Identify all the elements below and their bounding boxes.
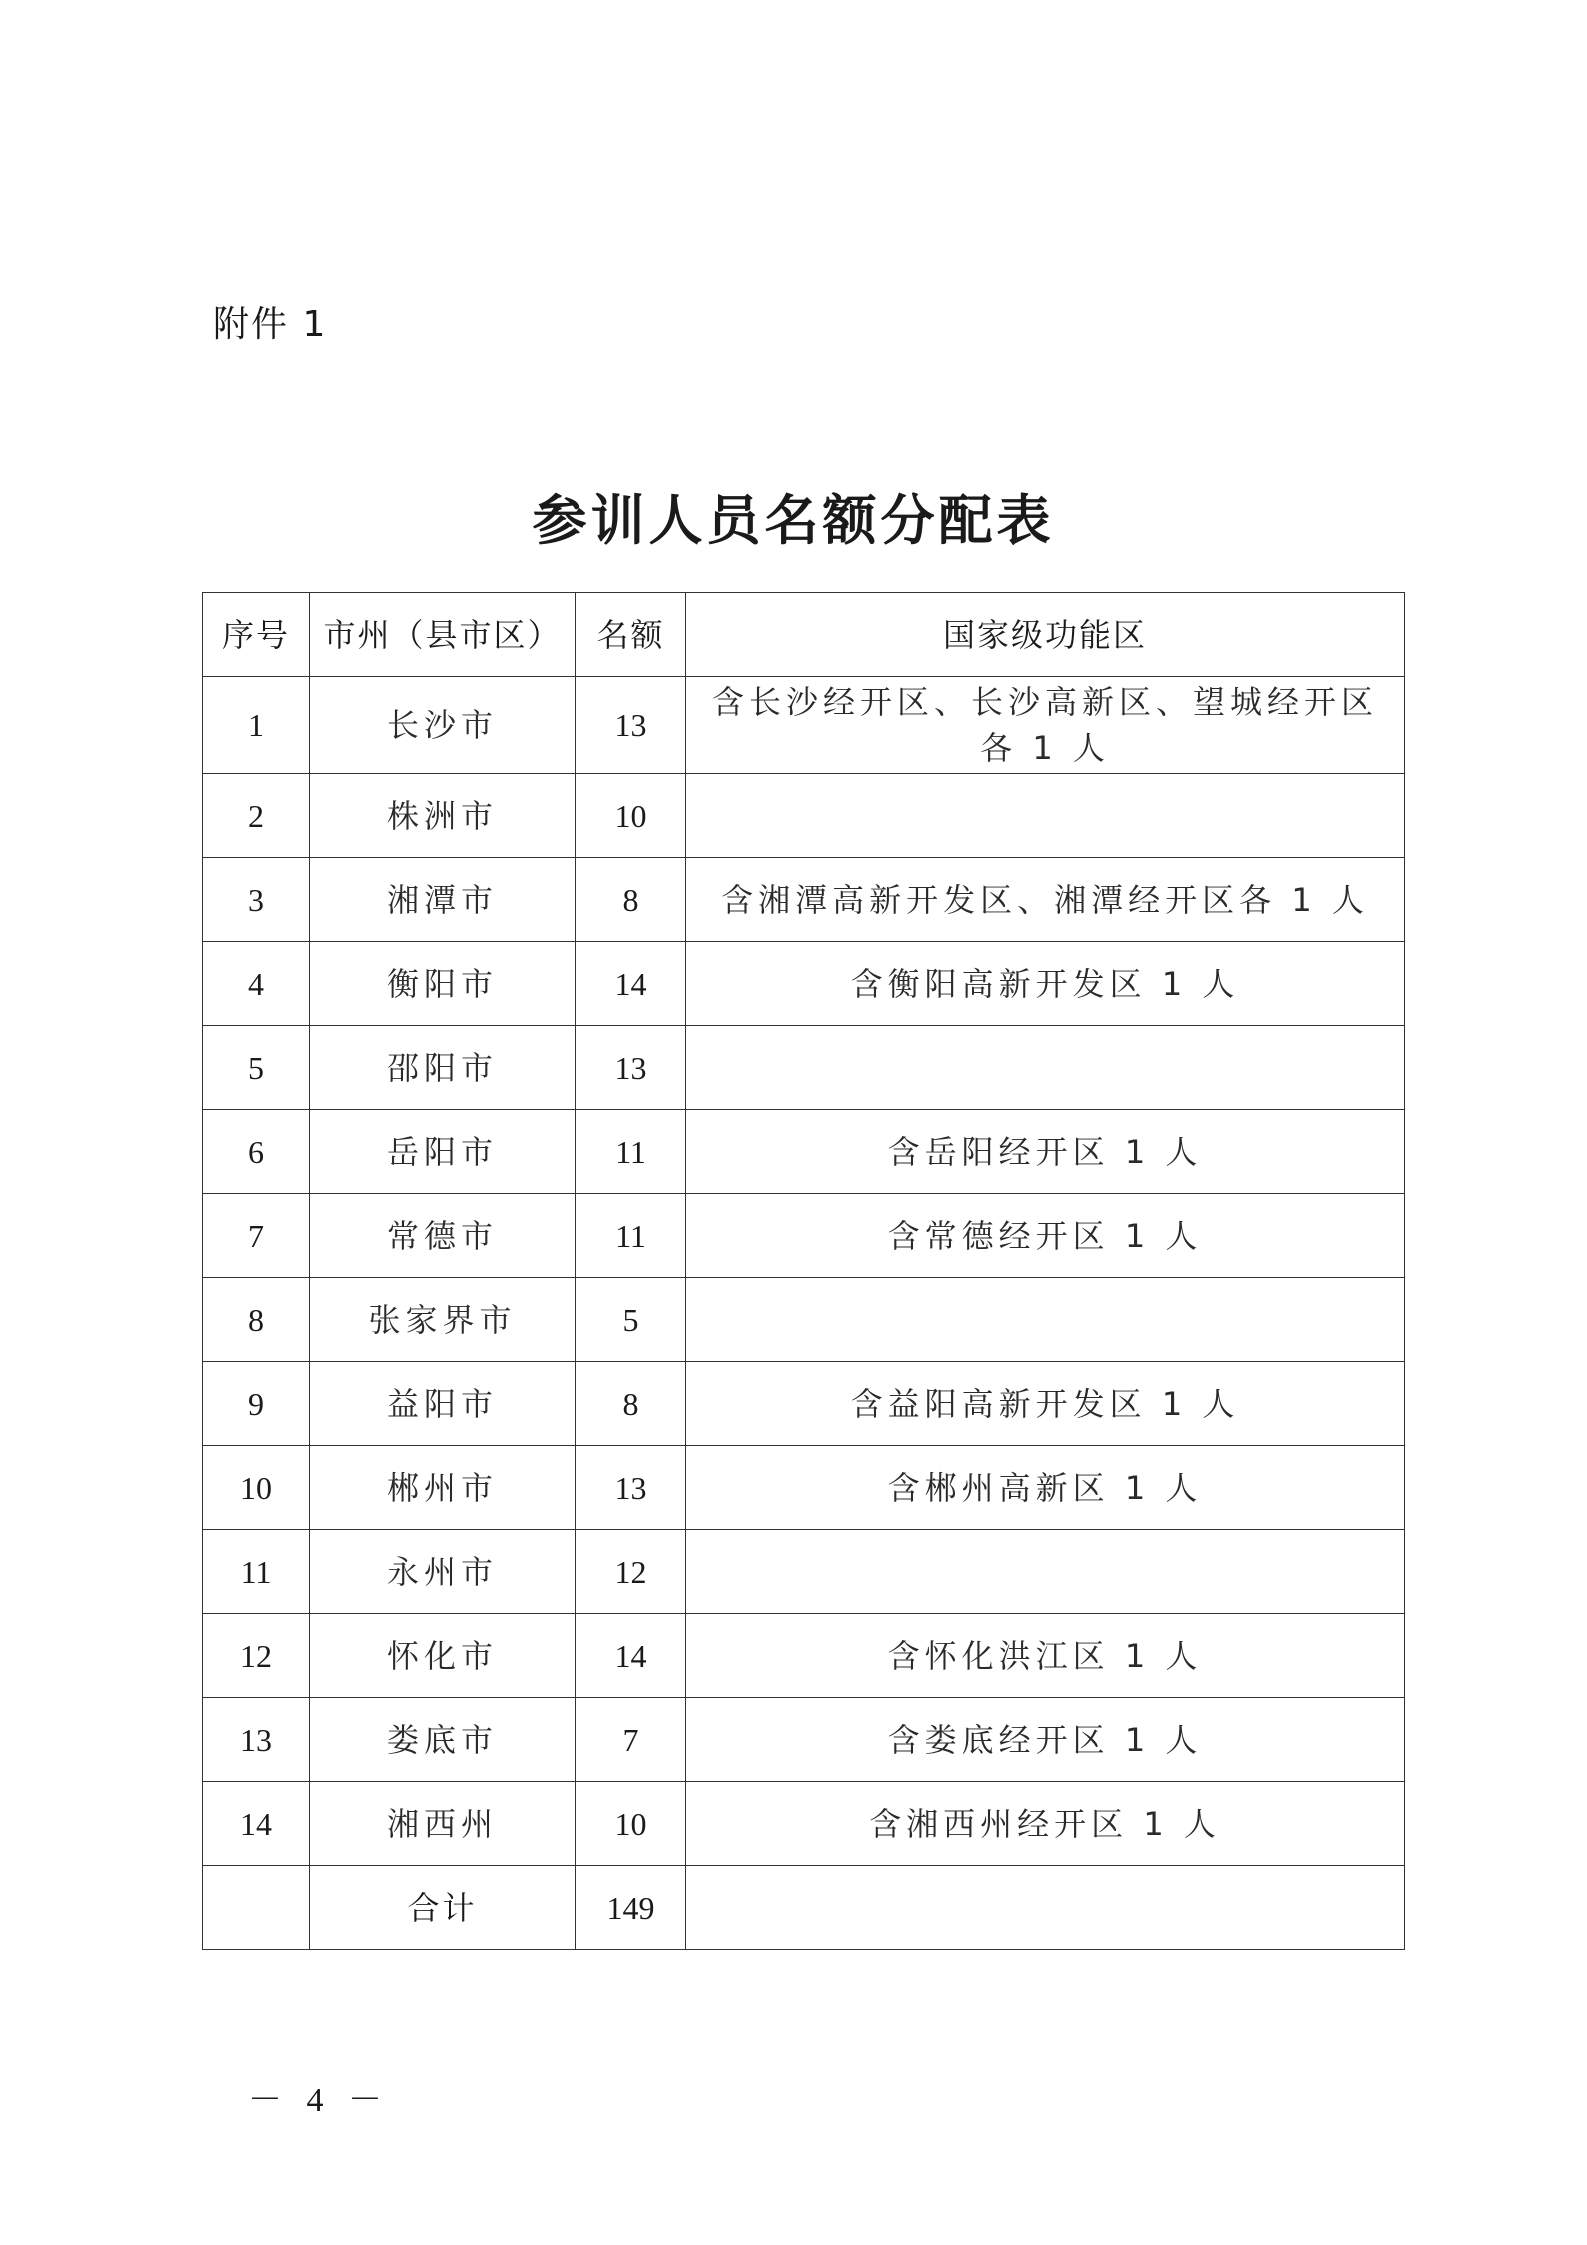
cell-zone: 含长沙经开区、长沙高新区、望城经开区各 1 人 xyxy=(686,677,1405,774)
cell-seq: 5 xyxy=(203,1026,310,1110)
cell-seq: 14 xyxy=(203,1782,310,1866)
cell-zone: 含湘潭高新开发区、湘潭经开区各 1 人 xyxy=(686,858,1405,942)
cell-seq: 3 xyxy=(203,858,310,942)
cell-quota: 10 xyxy=(576,774,686,858)
table-row xyxy=(203,1446,1405,1530)
cell-zone: 含湘西州经开区 1 人 xyxy=(686,1782,1405,1866)
cell-quota: 11 xyxy=(576,1110,686,1194)
cell-zone xyxy=(686,1026,1405,1110)
total-zone xyxy=(686,1866,1405,1950)
table-row xyxy=(203,1110,1405,1194)
cell-city: 怀化市 xyxy=(310,1614,576,1698)
cell-quota: 10 xyxy=(576,1782,686,1866)
cell-seq: 11 xyxy=(203,1530,310,1614)
cell-city: 株洲市 xyxy=(310,774,576,858)
total-seq xyxy=(203,1866,310,1950)
total-label: 合计 xyxy=(310,1866,576,1950)
cell-zone: 含岳阳经开区 1 人 xyxy=(686,1110,1405,1194)
cell-zone: 含益阳高新开发区 1 人 xyxy=(686,1362,1405,1446)
attachment-label: 附件 1 xyxy=(213,304,328,345)
table-row xyxy=(203,677,1405,774)
cell-quota: 14 xyxy=(576,942,686,1026)
cell-city: 邵阳市 xyxy=(310,1026,576,1110)
table-header-row xyxy=(203,593,1405,677)
cell-seq: 8 xyxy=(203,1278,310,1362)
cell-quota: 13 xyxy=(576,1026,686,1110)
cell-quota: 5 xyxy=(576,1278,686,1362)
cell-city: 岳阳市 xyxy=(310,1110,576,1194)
header-city: 市州（县市区） xyxy=(310,593,576,677)
table-row xyxy=(203,1026,1405,1110)
table-row xyxy=(203,1362,1405,1446)
cell-city: 湘西州 xyxy=(310,1782,576,1866)
cell-city: 益阳市 xyxy=(310,1362,576,1446)
header-seq: 序号 xyxy=(203,593,310,677)
cell-city: 长沙市 xyxy=(310,677,576,774)
header-quota: 名额 xyxy=(576,593,686,677)
table-row xyxy=(203,1530,1405,1614)
table-row xyxy=(203,1782,1405,1866)
table-row xyxy=(203,1278,1405,1362)
cell-seq: 1 xyxy=(203,677,310,774)
cell-zone: 含衡阳高新开发区 1 人 xyxy=(686,942,1405,1026)
cell-zone xyxy=(686,1530,1405,1614)
cell-zone xyxy=(686,774,1405,858)
table-total-row xyxy=(203,1866,1405,1950)
page-number: － 4 － xyxy=(248,2082,390,2119)
cell-quota: 14 xyxy=(576,1614,686,1698)
cell-zone: 含娄底经开区 1 人 xyxy=(686,1698,1405,1782)
cell-city: 永州市 xyxy=(310,1530,576,1614)
quota-allocation-table xyxy=(202,592,1405,1950)
cell-zone xyxy=(686,1278,1405,1362)
cell-city: 常德市 xyxy=(310,1194,576,1278)
total-quota: 149 xyxy=(576,1866,686,1950)
cell-seq: 6 xyxy=(203,1110,310,1194)
cell-city: 衡阳市 xyxy=(310,942,576,1026)
cell-quota: 7 xyxy=(576,1698,686,1782)
table-row xyxy=(203,1614,1405,1698)
cell-seq: 10 xyxy=(203,1446,310,1530)
table-row xyxy=(203,942,1405,1026)
cell-seq: 12 xyxy=(203,1614,310,1698)
cell-zone: 含怀化洪江区 1 人 xyxy=(686,1614,1405,1698)
header-zone: 国家级功能区 xyxy=(686,593,1405,677)
cell-city: 郴州市 xyxy=(310,1446,576,1530)
cell-zone: 含郴州高新区 1 人 xyxy=(686,1446,1405,1530)
table-row xyxy=(203,1194,1405,1278)
cell-city: 娄底市 xyxy=(310,1698,576,1782)
cell-seq: 9 xyxy=(203,1362,310,1446)
cell-seq: 13 xyxy=(203,1698,310,1782)
cell-seq: 2 xyxy=(203,774,310,858)
cell-quota: 11 xyxy=(576,1194,686,1278)
table-row xyxy=(203,1698,1405,1782)
table-row xyxy=(203,858,1405,942)
cell-seq: 4 xyxy=(203,942,310,1026)
cell-seq: 7 xyxy=(203,1194,310,1278)
cell-city: 湘潭市 xyxy=(310,858,576,942)
cell-quota: 13 xyxy=(576,1446,686,1530)
cell-city: 张家界市 xyxy=(310,1278,576,1362)
cell-quota: 12 xyxy=(576,1530,686,1614)
cell-zone: 含常德经开区 1 人 xyxy=(686,1194,1405,1278)
document-title: 参训人员名额分配表 xyxy=(532,489,1055,552)
cell-quota: 8 xyxy=(576,858,686,942)
cell-quota: 13 xyxy=(576,677,686,774)
table-row xyxy=(203,774,1405,858)
cell-quota: 8 xyxy=(576,1362,686,1446)
